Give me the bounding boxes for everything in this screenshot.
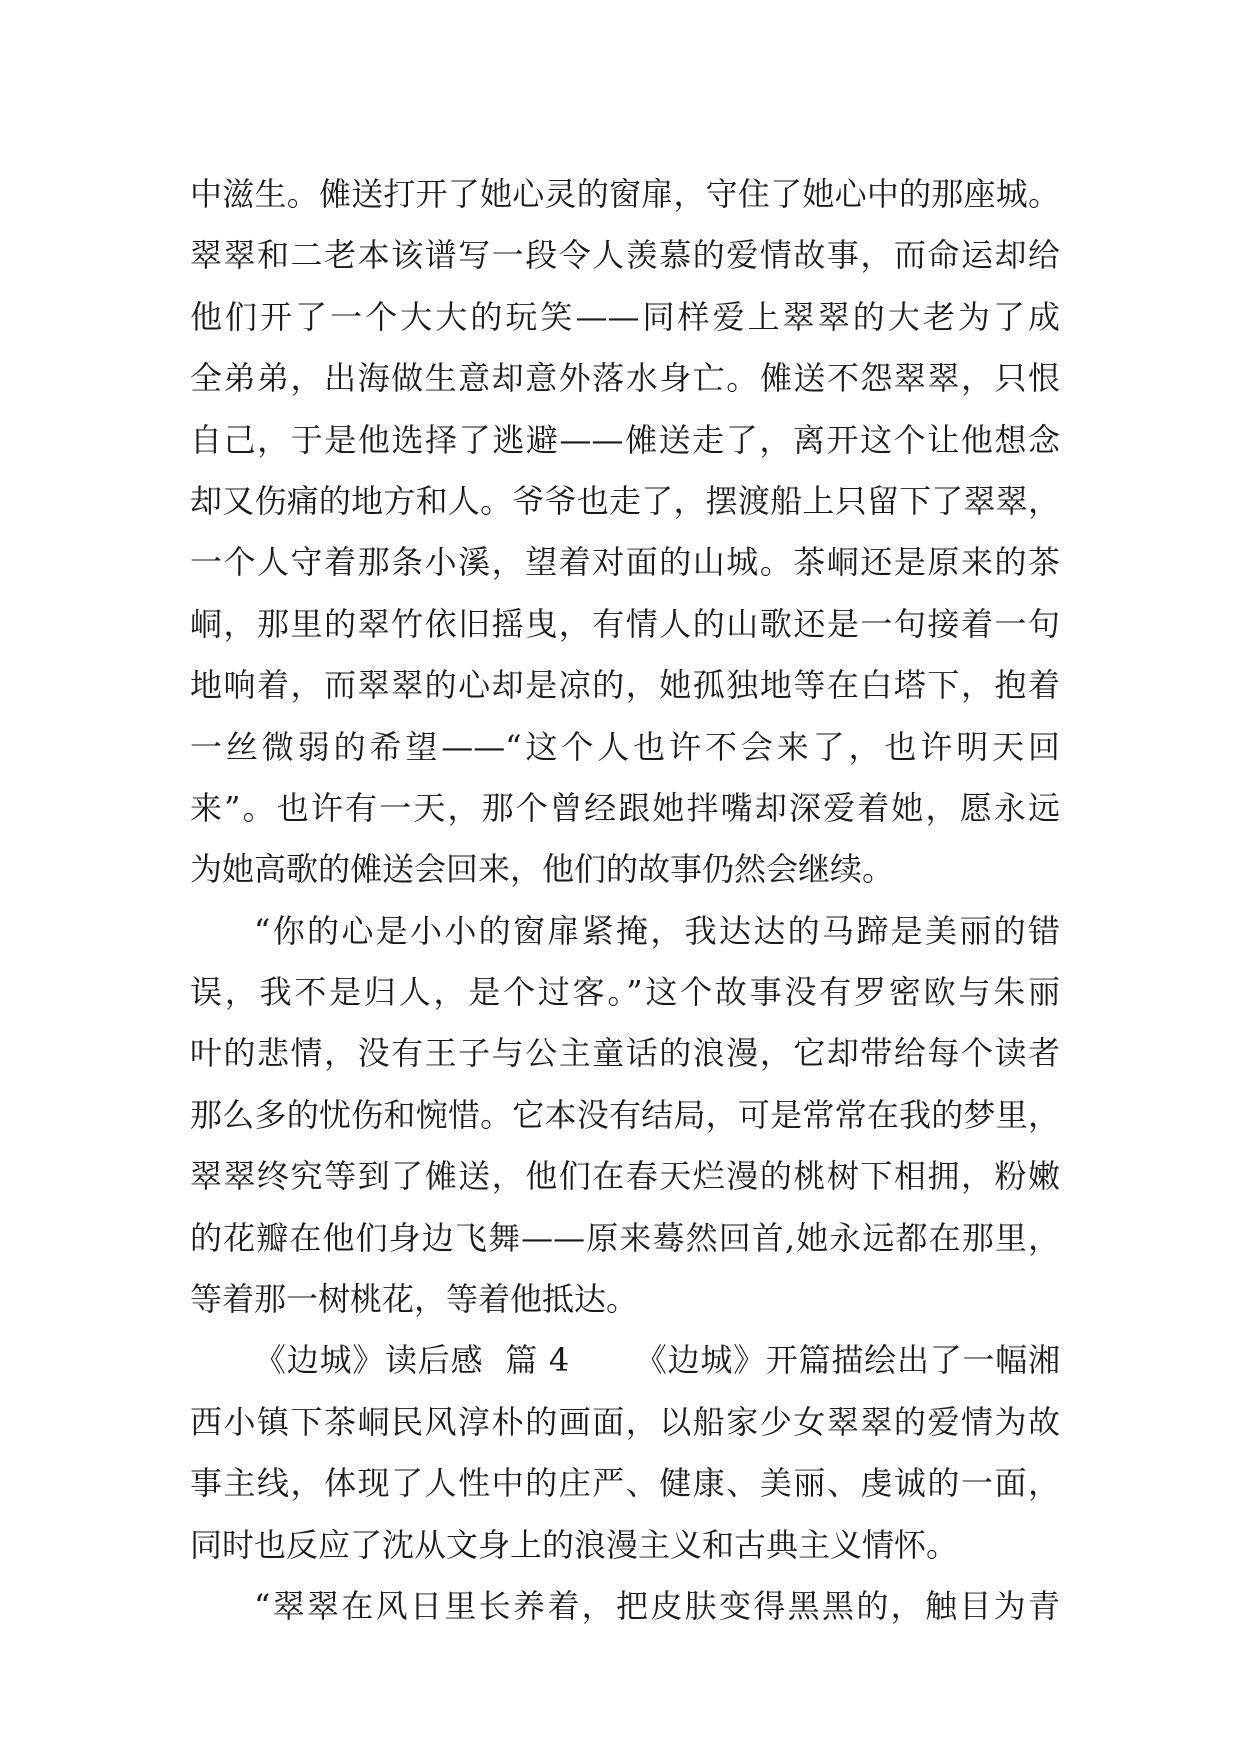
text-line: 叶的悲情，没有王子与公主童话的浪漫，它却带给每个读者 <box>190 1034 1060 1073</box>
text-line: 中滋生。傩送打开了她心灵的窗扉，守住了她心中的那座城。 <box>190 175 1060 213</box>
text-line: “你的心是小小的窗扉紧掩，我达达的马蹄是美丽的错 <box>254 911 1060 950</box>
text-line: 同时也反应了沈从文身上的浪漫主义和古典主义情怀。 <box>190 1525 959 1564</box>
text-line: 峒，那里的翠竹依旧摇曳，有情人的山歌还是一句接着一句 <box>190 604 1060 643</box>
text-line: “翠翠在风日里长养着，把皮肤变得黑黑的，触目为青 <box>254 1586 1060 1625</box>
text-line: 却又伤痛的地方和人。爷爷也走了，摆渡船上只留下了翠翠， <box>190 481 1060 520</box>
text-line: 事主线，体现了人性中的庄严、健康、美丽、虔诚的一面， <box>190 1464 1060 1503</box>
text-line: 他们开了一个大大的玩笑——同样爱上翠翠的大老为了成 <box>190 297 1060 336</box>
text-line: 误，我不是归人，是个过客。”这个故事没有罗密欧与朱丽 <box>190 973 1060 1012</box>
text-line: 自己，于是他选择了逃避——傩送走了，离开这个让他想念 <box>190 420 1060 459</box>
text-line: 西小镇下茶峒民风淳朴的画面，以船家少女翠翠的爱情为故 <box>190 1402 1060 1441</box>
text-line: 翠翠终究等到了傩送，他们在春天烂漫的桃树下相拥，粉嫩 <box>190 1157 1060 1196</box>
text-line: 为她高歌的傩送会回来，他们的故事仍然会继续。 <box>190 850 895 889</box>
body-text <box>190 164 1060 1637</box>
text-line: 《边城》读后感 篇 4 《边城》开篇描绘出了一幅湘 <box>254 1341 1060 1380</box>
text-line: 一丝微弱的希望——“这个人也许不会来了，也许明天回 <box>190 727 1060 766</box>
text-line: 那么多的忧伤和惋惜。它本没有结局，可是常常在我的梦里， <box>190 1095 1060 1134</box>
text-line: 的花瓣在他们身边飞舞——原来蓦然回首,她永远都在那里， <box>190 1218 1060 1257</box>
text-line: 地响着，而翠翠的心却是凉的，她孤独地等在白塔下，抱着 <box>190 666 1060 705</box>
text-line: 等着那一树桃花，等着他抵达。 <box>190 1280 639 1319</box>
text-line: 全弟弟，出海做生意却意外落水身亡。傩送不怨翠翠，只恨 <box>190 359 1060 398</box>
text-line: 一个人守着那条小溪，望着对面的山城。茶峒还是原来的茶 <box>190 543 1060 582</box>
text-line: 翠翠和二老本该谱写一段令人羡慕的爱情故事，而命运却给 <box>190 236 1060 275</box>
text-line: 来”。也许有一天，那个曾经跟她拌嘴却深爱着她，愿永远 <box>190 788 1060 827</box>
